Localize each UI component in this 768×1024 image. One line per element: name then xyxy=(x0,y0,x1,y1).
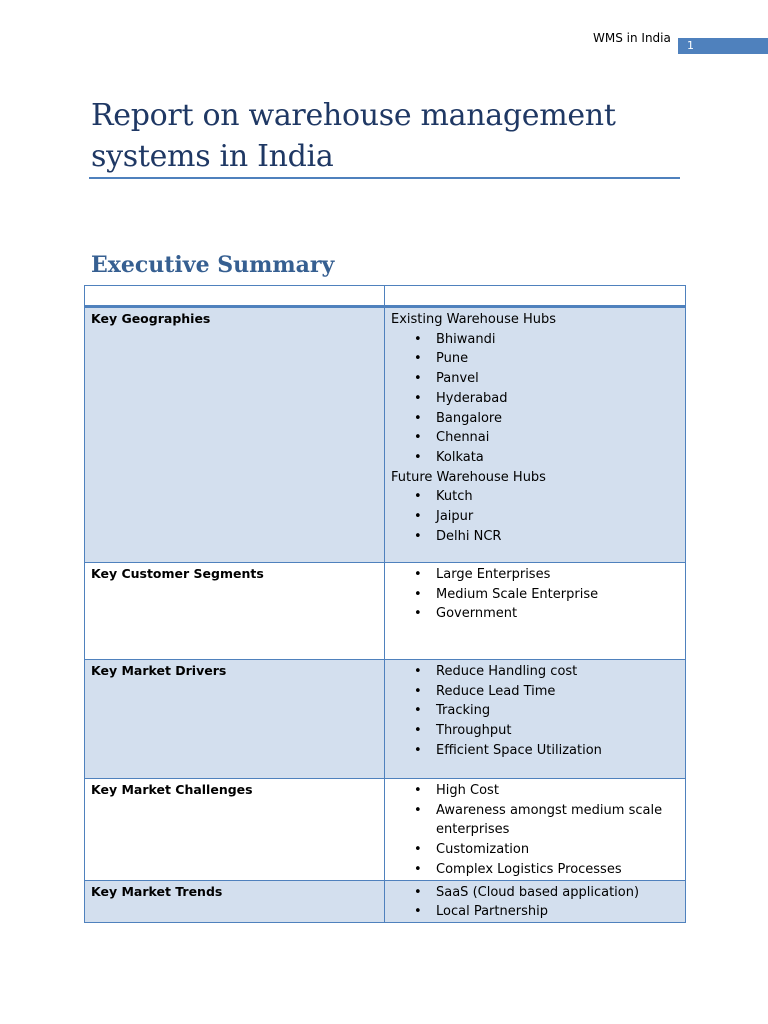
list-item: • Local Partnership xyxy=(436,902,685,922)
document-title xyxy=(91,95,691,177)
title-divider xyxy=(89,177,680,179)
list-item: • Jaipur xyxy=(436,507,685,527)
running-header: WMS in India xyxy=(593,31,671,45)
list-item: • Delhi NCR xyxy=(436,527,685,547)
row-value-cell xyxy=(385,307,686,563)
row-label-cell xyxy=(85,307,385,563)
table-row xyxy=(85,660,686,779)
bullet-list xyxy=(391,781,685,880)
table-row xyxy=(85,779,686,881)
row-value-cell xyxy=(385,880,686,922)
list-item: • Tracking xyxy=(436,701,685,721)
title-line-2: systems in India xyxy=(91,139,334,174)
list-item: • Throughput xyxy=(436,721,685,741)
list-item: • Kutch xyxy=(436,487,685,507)
list-item: • Hyderabad xyxy=(436,389,685,409)
table-row xyxy=(85,880,686,922)
row-value-cell xyxy=(385,660,686,779)
list-item: • Complex Logistics Processes xyxy=(436,860,685,880)
row-value-cell xyxy=(385,563,686,660)
row-label-cell xyxy=(85,660,385,779)
list-item: • High Cost xyxy=(436,781,685,801)
row-label: Key Market Challenges xyxy=(91,782,253,797)
section-heading: Executive Summary xyxy=(91,252,335,278)
row-label: Key Customer Segments xyxy=(91,566,264,581)
list-item: • Panvel xyxy=(436,369,685,389)
row-label-cell xyxy=(85,779,385,881)
list-item: • Efficient Space Utilization xyxy=(436,741,685,761)
header-cell xyxy=(385,286,686,307)
list-item: • Reduce Handling cost xyxy=(436,662,685,682)
row-label-cell xyxy=(85,563,385,660)
subheading: Existing Warehouse Hubs xyxy=(391,312,557,327)
list-item: • Chennai xyxy=(436,428,685,448)
table-row xyxy=(85,307,686,563)
table-row xyxy=(85,563,686,660)
bullet-list xyxy=(391,883,685,922)
list-item: • Government xyxy=(436,604,685,624)
subheading: Future Warehouse Hubs xyxy=(391,469,546,485)
list-item: • Customization xyxy=(436,840,685,860)
list-item: • Kolkata xyxy=(436,448,685,468)
header-cell xyxy=(85,286,385,307)
row-label-cell xyxy=(85,880,385,922)
list-item: • SaaS (Cloud based application) xyxy=(436,883,685,903)
list-item: • Reduce Lead Time xyxy=(436,682,685,702)
row-value-cell xyxy=(385,779,686,881)
row-label: Key Market Trends xyxy=(91,883,223,899)
table-header-row xyxy=(85,286,686,307)
list-item: • Pune xyxy=(436,349,685,369)
bullet-list xyxy=(391,565,685,624)
title-line-1: Report on warehouse management xyxy=(91,98,616,133)
bullet-list xyxy=(391,662,685,761)
page-number-badge xyxy=(678,38,768,54)
page-number: 1 xyxy=(687,39,694,52)
list-item: • Bhiwandi xyxy=(436,330,685,350)
summary-table xyxy=(84,285,686,923)
row-label: Key Market Drivers xyxy=(91,663,227,678)
list-item: • Bangalore xyxy=(436,409,685,429)
bullet-list xyxy=(391,330,685,468)
bullet-list xyxy=(391,487,685,546)
row-label: Key Geographies xyxy=(91,311,211,326)
list-item: • Awareness amongst medium scale enterprises xyxy=(436,801,685,840)
list-item: • Medium Scale Enterprise xyxy=(436,585,685,605)
list-item: • Large Enterprises xyxy=(436,565,685,585)
